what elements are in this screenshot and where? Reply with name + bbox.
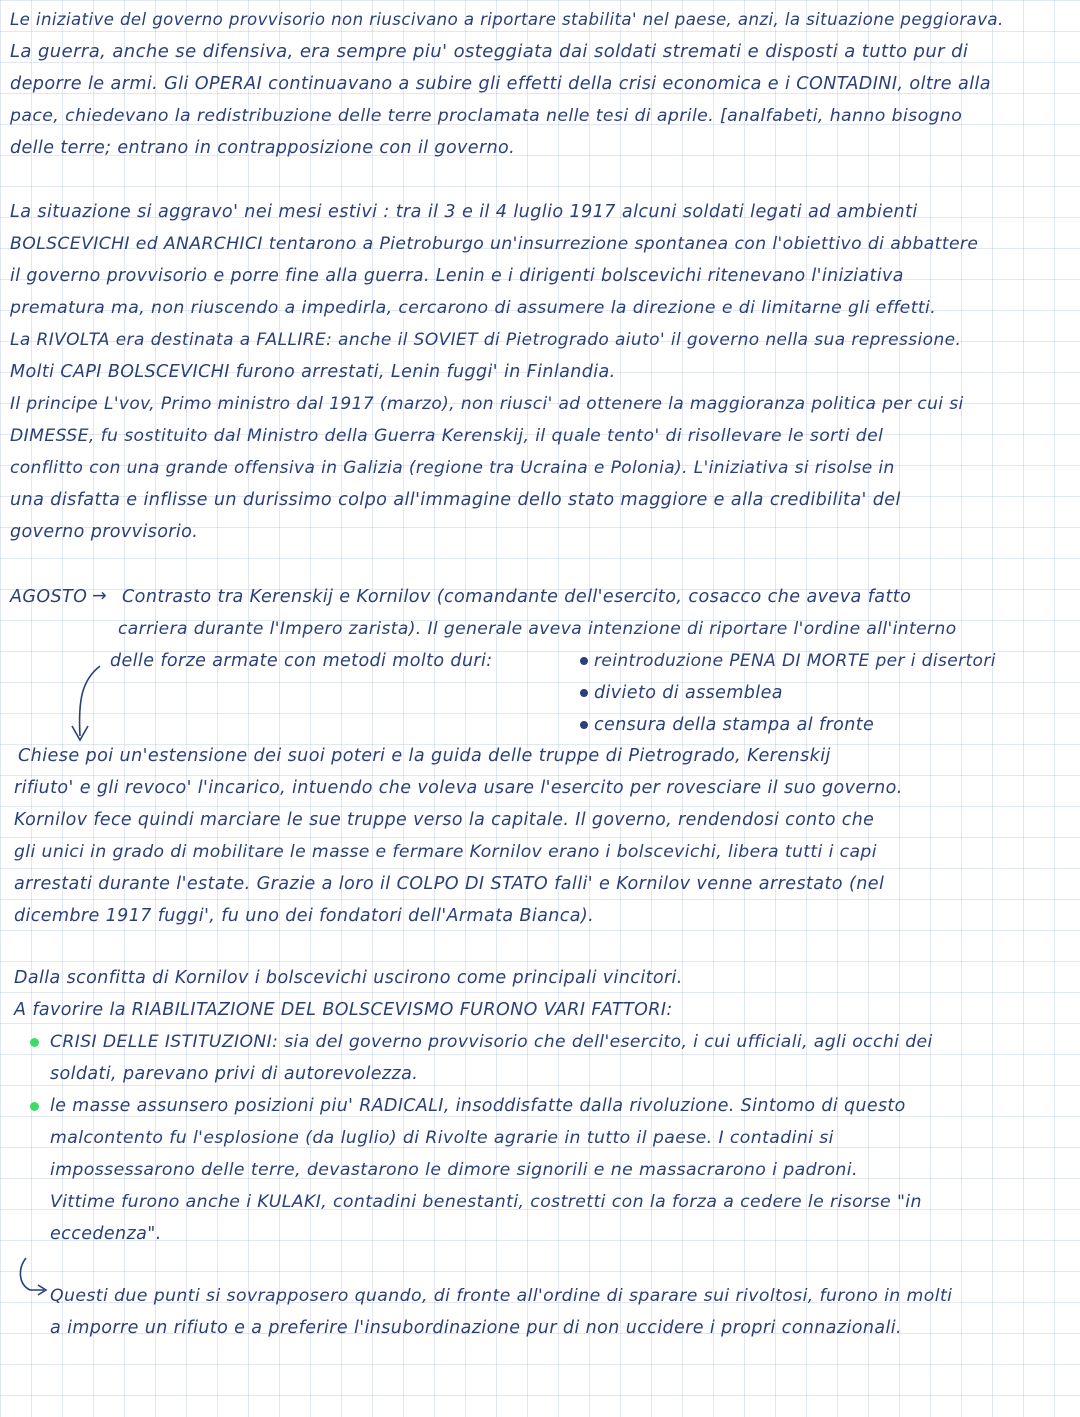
- text-line: governo provvisorio.: [10, 522, 199, 542]
- text-line: A favorire la RIABILITAZIONE DEL BOLSCEVISMO FURONO VARI FATTORI:: [14, 1000, 673, 1020]
- text-line: La RIVOLTA era destinata a FALLIRE: anche il SOVIET di Pietrogrado aiuto' il governo nella sua repressione.: [10, 330, 962, 350]
- text-line: Chiese poi un'estensione dei suoi poteri e la guida delle truppe di Pietrogrado, Kerenskij: [18, 746, 831, 766]
- bullet-dot: [580, 657, 588, 665]
- text-line: Contrasto tra Kerenskij e Kornilov (comandante dell'esercito, cosacco che aveva fatto: [122, 587, 912, 607]
- text-line: Molti CAPI BOLSCEVICHI furono arrestati, Lenin fuggi' in Finlandia.: [10, 362, 616, 382]
- month-label: AGOSTO: [10, 587, 88, 607]
- text-line: deporre le armi. Gli OPERAI continuavano a subire gli effetti della crisi economica e i CONTADINI, oltre alla: [10, 74, 991, 94]
- text-line: La situazione si aggravo' nei mesi estivi : tra il 3 e il 4 luglio 1917 alcuni soldati legati ad ambienti: [10, 202, 918, 222]
- corner-arrow-icon: [0, 0, 80, 1320]
- text-line: delle forze armate con metodi molto duri:: [110, 651, 493, 671]
- text-line: prematura ma, non riuscendo a impedirla, cercarono di assumere la direzione e di limitarne gli effetti.: [10, 298, 937, 318]
- text-line: Dalla sconfitta di Kornilov i bolscevichi uscirono come principali vincitori.: [14, 968, 683, 988]
- text-line: BOLSCEVICHI ed ANARCHICI tentarono a Pietroburgo un'insurrezione spontanea con l'obiettivo di abbattere: [10, 234, 979, 254]
- text-line: le masse assunsero posizioni piu' RADICALI, insoddisfatte dalla rivoluzione. Sintomo di questo: [50, 1096, 906, 1116]
- text-line: carriera durante l'Impero zarista). Il generale aveva intenzione di riportare l'ordine all'interno: [118, 619, 957, 639]
- text-line: Vittime furono anche i KULAKI, contadini benestanti, costretti con la forza a cedere le risorse "in: [50, 1192, 922, 1212]
- text-line: malcontento fu l'esplosione (da luglio) di Rivolte agrarie in tutto il paese. I contadini si: [50, 1128, 834, 1148]
- text-line: soldati, parevano privi di autorevolezza.: [50, 1064, 419, 1084]
- text-line: Questi due punti si sovrapposero quando, di fronte all'ordine di sparare sui rivoltosi, furono in molti: [50, 1286, 953, 1306]
- text-line: conflitto con una grande offensiva in Galizia (regione tra Ucraina e Polonia). L'iniziativa si risolse in: [10, 458, 895, 478]
- text-line: arrestati durante l'estate. Grazie a loro il COLPO DI STATO falli' e Kornilov venne arrestato (nel: [14, 874, 885, 894]
- text-line: Kornilov fece quindi marciare le sue truppe verso la capitale. Il governo, rendendosi conto che: [14, 810, 875, 830]
- measure-item: reintroduzione PENA DI MORTE per i disertori: [594, 651, 996, 671]
- text-line: gli unici in grado di mobilitare le masse e fermare Kornilov erano i bolscevichi, libera tutti i capi: [14, 842, 877, 862]
- text-line: impossessarono delle terre, devastarono le dimore signorili e ne massacrarono i padroni.: [50, 1160, 858, 1180]
- text-line: La guerra, anche se difensiva, era sempre piu' osteggiata dai soldati stremati e disposti a tutto pur di: [10, 41, 969, 62]
- text-line: DIMESSE, fu sostituito dal Ministro della Guerra Kerenskij, il quale tento' di risollevare le sorti del: [10, 426, 884, 446]
- text-line: eccedenza".: [50, 1224, 162, 1244]
- bullet-dot: [580, 721, 588, 729]
- text-line: delle terre; entrano in contrapposizione con il governo.: [10, 138, 516, 158]
- text-line: rifiuto' e gli revoco' l'incarico, intuendo che voleva usare l'esercito per rovesciare il suo governo.: [14, 778, 903, 798]
- text-line: Il principe L'vov, Primo ministro dal 1917 (marzo), non riusci' ad ottenere la maggioranza politica per cui si: [10, 394, 964, 414]
- measure-item: divieto di assemblea: [594, 683, 783, 703]
- text-line: pace, chiedevano la redistribuzione delle terre proclamata nelle tesi di aprile. [analfabeti, hanno bisogno: [10, 106, 963, 126]
- text-line: dicembre 1917 fuggi', fu uno dei fondatori dell'Armata Bianca).: [14, 906, 595, 926]
- bullet-dot: [580, 689, 588, 697]
- text-line: il governo provvisorio e porre fine alla guerra. Lenin e i dirigenti bolscevichi ritenevano l'iniziativa: [10, 266, 904, 286]
- text-line: a imporre un rifiuto e a preferire l'insubordinazione pur di non uccidere i propri connazionali.: [50, 1318, 902, 1338]
- text-line: Le iniziative del governo provvisorio non riuscivano a riportare stabilita' nel paese, anzi, la situazione peggiorava.: [10, 10, 1004, 29]
- arrow-right-icon: →: [92, 586, 108, 606]
- text-line: CRISI DELLE ISTITUZIONI: sia del governo provvisorio che dell'esercito, i cui ufficiali, agli occhi dei: [50, 1032, 933, 1052]
- text-line: una disfatta e inflisse un durissimo colpo all'immagine dello stato maggiore e alla credibilita' del: [10, 490, 901, 510]
- measure-item: censura della stampa al fronte: [594, 715, 875, 735]
